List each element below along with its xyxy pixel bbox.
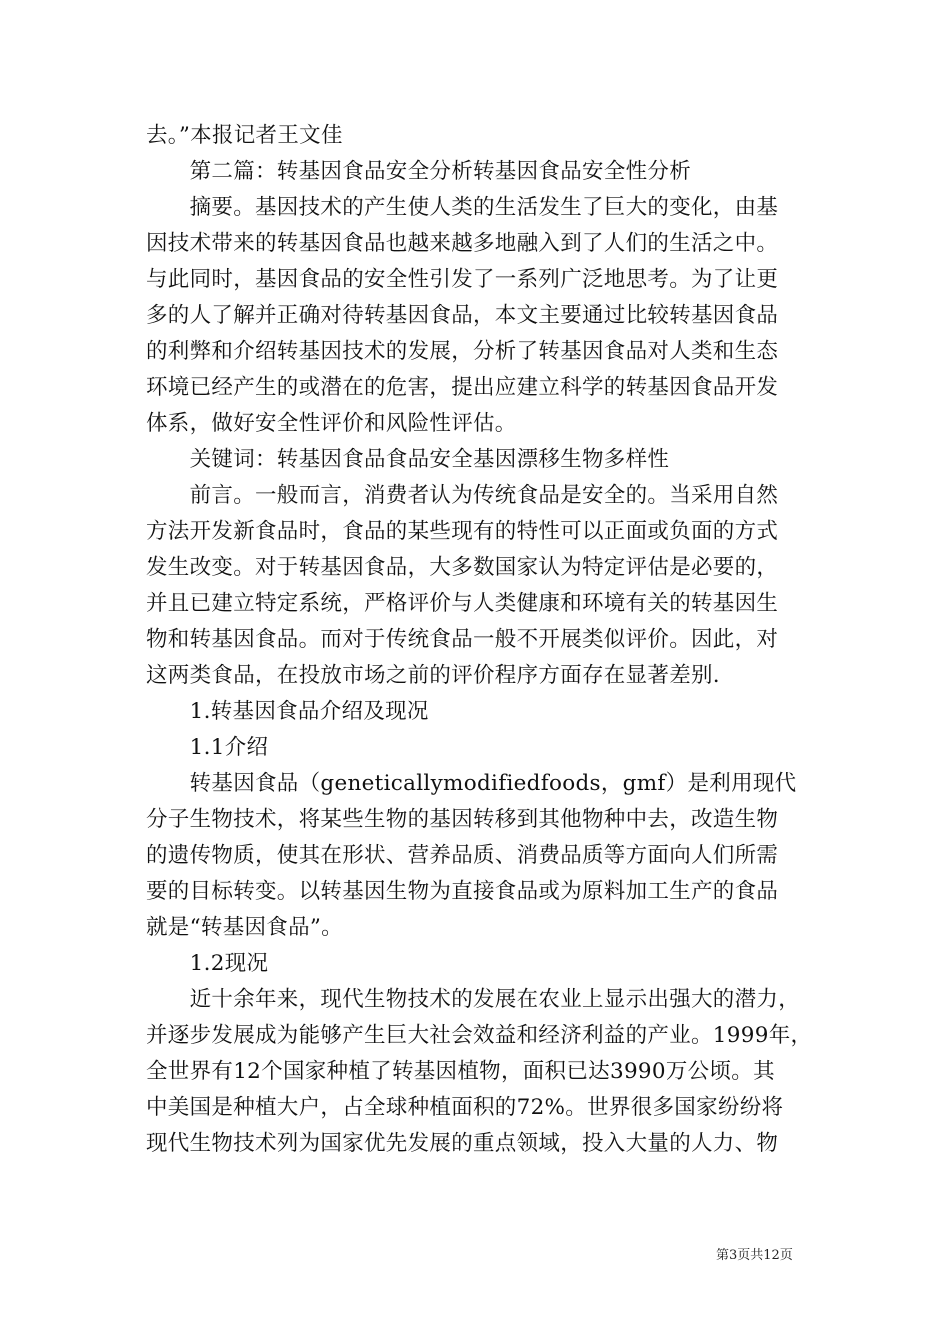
text-line: 发生改变。对于转基因食品，大多数国家认为特定评估是必要的， [146,555,779,580]
text-line: 1.转基因食品介绍及现况 [146,699,429,724]
text-line: 这两类食品，在投放市场之前的评价程序方面存在显著差别. [146,663,720,688]
text-line: 物和转基因食品。而对于传统食品一般不开展类似评价。因此，对 [146,627,779,652]
text-line: 1.1介绍 [146,735,269,760]
text-line: 摘要。基因技术的产生使人类的生活发生了巨大的变化，由基 [146,195,779,220]
text-line: 近十余年来，现代生物技术的发展在农业上显示出强大的潜力， [146,987,801,1012]
page-number: 第3页共12页 [716,1248,793,1263]
text-line: 前言。一般而言，消费者认为传统食品是安全的。当采用自然 [146,483,779,508]
text-line: 中美国是种植大户，占全球种植面积的72%。世界很多国家纷纷将 [146,1095,784,1120]
text-line: 环境已经产生的或潜在的危害，提出应建立科学的转基因食品开发 [146,375,779,400]
text-line: 方法开发新食品时，食品的某些现有的特性可以正面或负面的方式 [146,519,779,544]
text-line: 1.2现况 [146,951,269,976]
text-line: 因技术带来的转基因食品也越来越多地融入到了人们的生活之中。 [146,231,779,256]
text-line: 去。”本报记者王文佳 [146,123,343,148]
text-line: 的利弊和介绍转基因技术的发展，分析了转基因食品对人类和生态 [146,339,779,364]
text-line: 分子生物技术，将某些生物的基因转移到其他物种中去，改造生物 [146,807,779,832]
text-line: 第二篇：转基因食品安全分析转基因食品安全性分析 [146,159,692,184]
text-line: 关键词：转基因食品食品安全基因漂移生物多样性 [146,447,670,472]
text-line: 现代生物技术列为国家优先发展的重点领域，投入大量的人力、物 [146,1131,779,1156]
text-line: 多的人了解并正确对待转基因食品，本文主要通过比较转基因食品 [146,303,779,328]
text-line: 就是“转基因食品”。 [146,915,343,940]
text-line: 并逐步发展成为能够产生巨大社会效益和经济利益的产业。1999年， [146,1023,813,1048]
text-line: 的遗传物质，使其在形状、营养品质、消费品质等方面向人们所需 [146,843,779,868]
text-line: 要的目标转变。以转基因生物为直接食品或为原料加工生产的食品 [146,879,779,904]
text-line: 全世界有12个国家种植了转基因植物，面积已达3990万公顷。其 [146,1059,775,1084]
text-line: 体系，做好安全性评价和风险性评估。 [146,411,517,436]
text-line: 转基因食品（geneticallymodifiedfoods，gmf）是利用现代 [146,771,797,796]
text-line: 并且已建立特定系统，严格评价与人类健康和环境有关的转基因生 [146,591,779,616]
text-line: 与此同时，基因食品的安全性引发了一系列广泛地思考。为了让更 [146,267,779,292]
